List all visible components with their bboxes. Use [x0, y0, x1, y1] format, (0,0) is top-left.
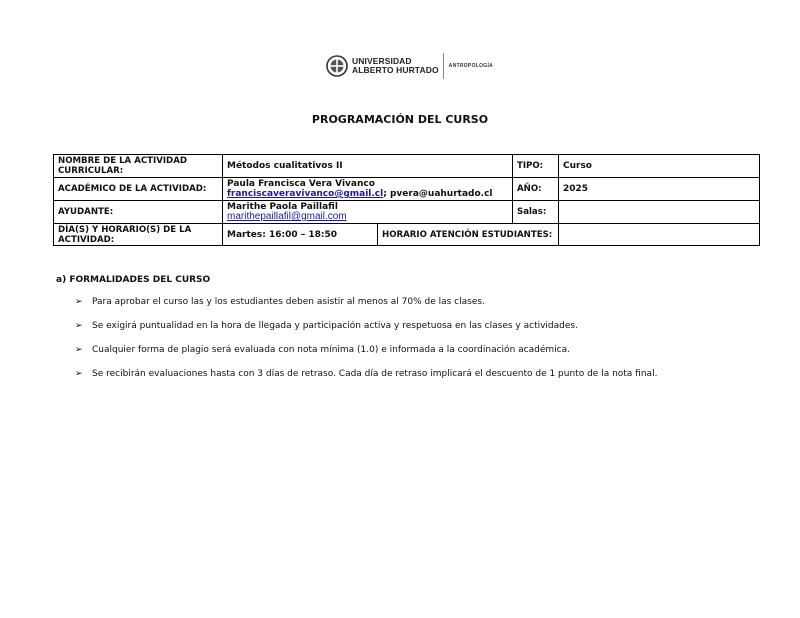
anio-value: 2025: [559, 178, 760, 201]
university-logo: [326, 53, 493, 79]
table-row: [54, 224, 760, 246]
arrow-bullet-icon: ➢: [75, 369, 83, 379]
list-item-text: Cualquier forma de plagio será evaluada con nota mínima (1.0) e informada a la coordinación académica.: [92, 345, 570, 355]
list-item-text: Para aprobar el curso las y los estudiantes deben asistir al menos al 70% de las clases.: [92, 297, 485, 307]
atencion-value: [559, 224, 760, 246]
academico-label: ACADÉMICO DE LA ACTIVIDAD:: [54, 178, 223, 201]
academico-cell: [223, 178, 513, 201]
arrow-bullet-icon: ➢: [75, 297, 83, 307]
section-title-formalidades: a) FORMALIDADES DEL CURSO: [56, 275, 211, 285]
ayudante-email-link[interactable]: marithepaillafil@gmail.com: [227, 211, 347, 222]
list-item: [75, 344, 765, 368]
horario-label: DÍA(S) Y HORARIO(S) DE LA ACTIVIDAD:: [54, 224, 223, 246]
ayudante-label: AYUDANTE:: [54, 201, 223, 224]
academico-emails: [227, 189, 508, 199]
salas-value: [559, 201, 760, 224]
tipo-label: TIPO:: [513, 155, 559, 178]
anio-label: AÑO:: [513, 178, 559, 201]
academico-name: Paula Francisca Vera Vivanco: [227, 179, 375, 189]
email-separator: ;: [383, 189, 387, 199]
salas-label: Salas:: [513, 201, 559, 224]
academico-email-link-1[interactable]: franciscaveravivanco@gmail.cl: [227, 189, 384, 199]
nombre-value: Métodos cualitativos II: [223, 155, 513, 178]
horario-value: Martes: 16:00 – 18:50: [223, 224, 378, 246]
table-row: [54, 155, 760, 178]
logo-line-2: ALBERTO HURTADO: [352, 65, 439, 75]
page-title: PROGRAMACIÓN DEL CURSO: [311, 113, 489, 126]
course-info-table: [53, 154, 760, 246]
logo-line-1: UNIVERSIDAD: [352, 56, 412, 66]
logo-wordmark: [352, 57, 439, 75]
ayudante-cell: [223, 201, 513, 224]
academico-email-2: pvera@uahurtado.cl: [389, 189, 493, 199]
list-item: [75, 296, 765, 320]
tipo-value: Curso: [559, 155, 760, 178]
arrow-bullet-icon: ➢: [75, 321, 83, 331]
university-seal-icon: [326, 55, 348, 77]
atencion-label: HORARIO ATENCIÓN ESTUDIANTES:: [378, 224, 559, 246]
logo-department: ANTROPOLOGÍA: [448, 63, 494, 69]
table-row: [54, 201, 760, 224]
arrow-bullet-icon: ➢: [75, 345, 83, 355]
list-item-text: Se recibirán evaluaciones hasta con 3 días de retraso. Cada día de retraso implicará el descuento de 1 punto de la nota final.: [92, 369, 658, 379]
table-row: [54, 178, 760, 201]
formalidades-list: [75, 296, 765, 392]
nombre-label: NOMBRE DE LA ACTIVIDAD CURRICULAR:: [54, 155, 223, 178]
list-item: [75, 320, 765, 344]
list-item: [75, 368, 765, 392]
ayudante-name: Marithe Paola Paillafil: [227, 202, 338, 212]
list-item-text: Se exigirá puntualidad en la hora de llegada y participación activa y respetuosa en las clases y actividades.: [92, 321, 578, 331]
logo-divider: [443, 53, 444, 79]
